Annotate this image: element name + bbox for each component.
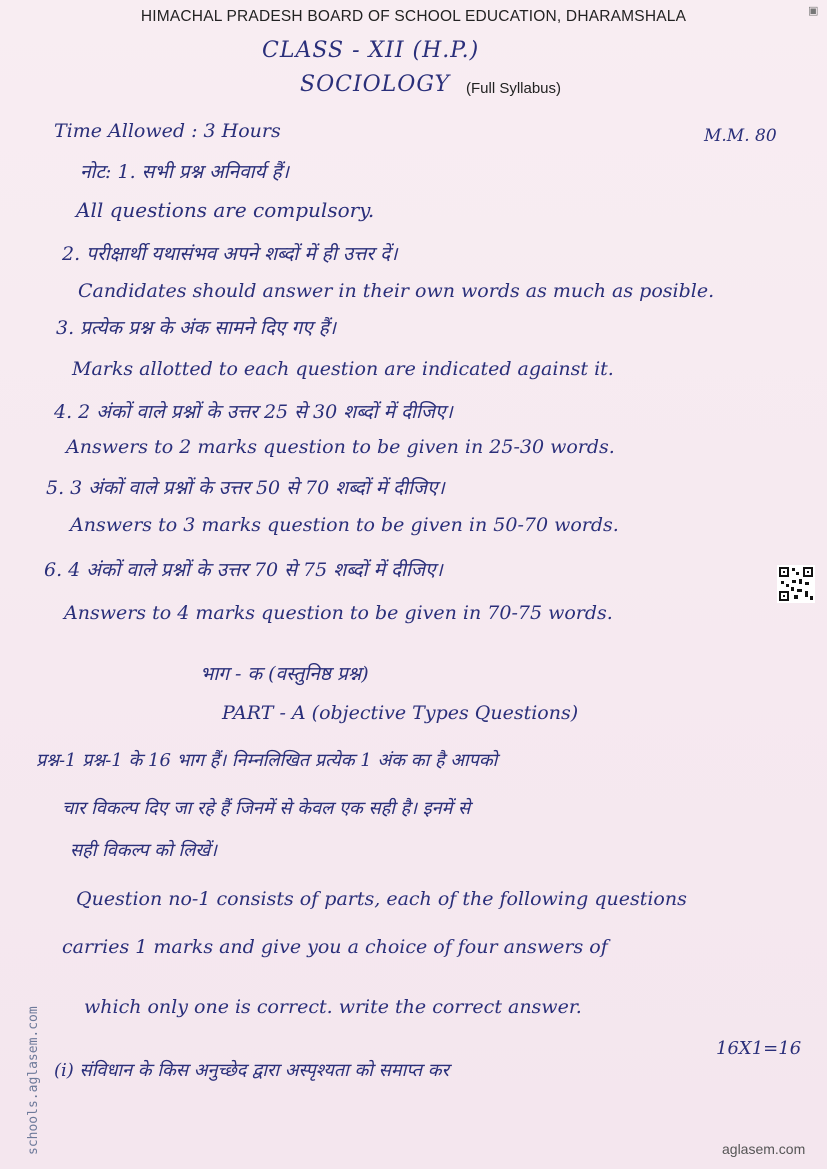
max-marks: M.M. 80 xyxy=(704,126,777,146)
q1-english-line: which only one is correct. write the correct answer. xyxy=(84,996,582,1018)
q1-hindi-line: सही विकल्प को लिखें। xyxy=(70,840,217,861)
instruction-line: Answers to 3 marks question to be given in 50-70 words. xyxy=(70,514,619,536)
q1-english-line: carries 1 marks and give you a choice of four answers of xyxy=(62,936,608,958)
qr-code-icon xyxy=(777,565,815,603)
watermark xyxy=(10,930,41,1160)
instruction-line: नोट: 1. सभी प्रश्न अनिवार्य हैं। xyxy=(80,161,289,183)
class-line: CLASS - XII (H.P.) xyxy=(262,38,480,63)
corner-icon: ▣ xyxy=(808,4,819,17)
q1-english-line: Question no-1 consists of parts, each of the following questions xyxy=(76,888,687,910)
instruction-line: 6. 4 अंकों वाले प्रश्नों के उत्तर 70 से 75 शब्दों में दीजिए। xyxy=(44,559,443,581)
instruction-line: 3. प्रत्येक प्रश्न के अंक सामने दिए गए हैं। xyxy=(56,317,337,339)
instruction-line: Candidates should answer in their own words as much as posible. xyxy=(78,280,715,302)
footer-site: aglasem.com xyxy=(722,1141,806,1157)
subject-title: SOCIOLOGY xyxy=(300,72,451,97)
q1-hindi-line: चार विकल्प दिए जा रहे हैं जिनमें से केवल एक सही है। इनमें से xyxy=(62,798,471,819)
q1-marks: 16X1=16 xyxy=(716,1038,802,1059)
instruction-line: 2. परीक्षार्थी यथासंभव अपने शब्दों में ही उत्तर दें। xyxy=(62,243,398,265)
instruction-line: Answers to 2 marks question to be given in 25-30 words. xyxy=(66,436,615,458)
board-heading: HIMACHAL PRADESH BOARD OF SCHOOL EDUCATION, DHARAMSHALA xyxy=(140,8,687,25)
syllabus-note: (Full Syllabus) xyxy=(466,80,562,97)
instruction-line: Marks allotted to each question are indicated against it. xyxy=(72,358,614,380)
part-a-english: PART - A (objective Types Questions) xyxy=(222,702,579,724)
q1-sub-question: (i) संविधान के किस अनुच्छेद द्वारा अस्पृश्यता को समाप्त कर xyxy=(54,1060,449,1081)
instruction-line: 4. 2 अंकों वाले प्रश्नों के उत्तर 25 से 30 शब्दों में दीजिए। xyxy=(54,401,453,423)
instruction-line: Answers to 4 marks question to be given in 70-75 words. xyxy=(64,602,613,624)
watermark-text: schools.aglasem.com xyxy=(26,1006,41,1155)
q1-hindi-line: प्रश्न-1 प्रश्न-1 के 16 भाग हैं। निम्नलिखित प्रत्येक 1 अंक का है आपको xyxy=(36,750,498,771)
part-a-hindi: भाग - क (वस्तुनिष्ठ प्रश्न) xyxy=(200,663,369,685)
time-allowed: Time Allowed : 3 Hours xyxy=(54,120,281,142)
instruction-line: All questions are compulsory. xyxy=(76,198,375,222)
instruction-line: 5. 3 अंकों वाले प्रश्नों के उत्तर 50 से 70 शब्दों में दीजिए। xyxy=(46,477,445,499)
